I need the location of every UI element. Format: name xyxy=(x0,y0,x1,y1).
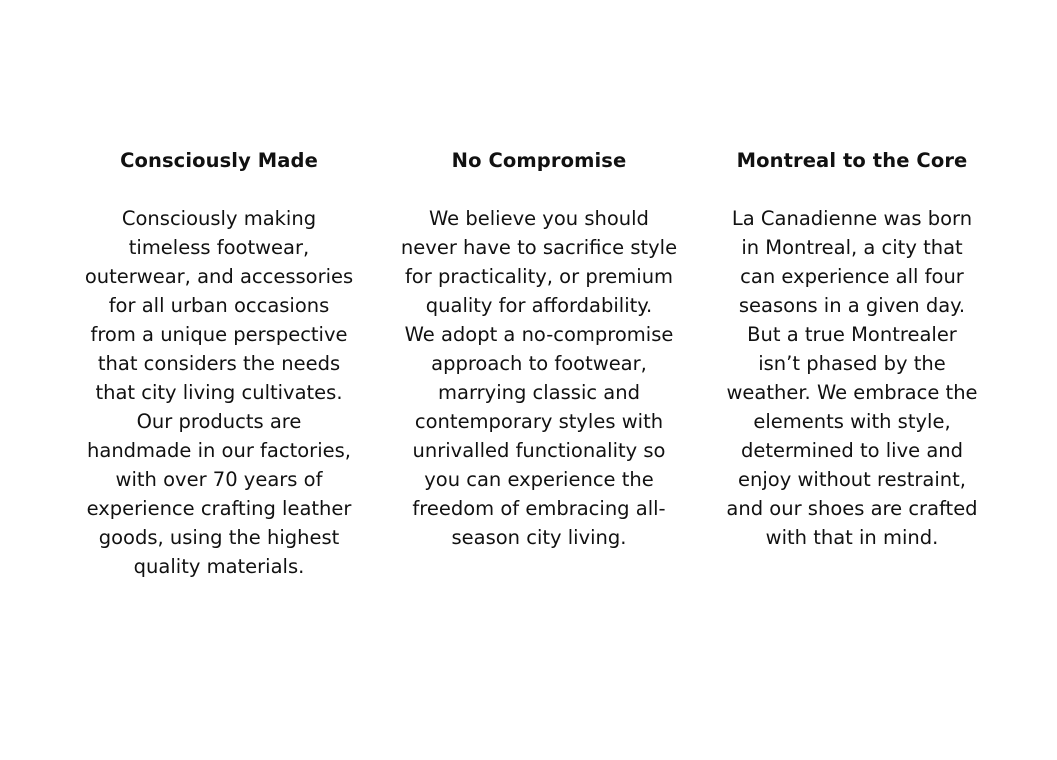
description-line: with over 70 years of xyxy=(115,468,323,491)
description-line: goods, using the highest xyxy=(98,526,340,549)
description-line: that city living cultivates. xyxy=(95,381,343,404)
value-description xyxy=(708,204,996,552)
description-line: seasons in a given day. xyxy=(738,294,966,317)
value-column-no-compromise xyxy=(385,146,693,552)
description-line: weather. We embrace the xyxy=(726,381,978,404)
description-line: in Montreal, a city that xyxy=(741,236,963,259)
description-line: We believe you should xyxy=(429,207,649,230)
description-line: handmade in our factories, xyxy=(87,439,351,462)
description-line: La Canadienne was born xyxy=(731,207,973,230)
description-line: freedom of embracing all- xyxy=(412,497,666,520)
description-line: for all urban occasions xyxy=(108,294,330,317)
description-line: quality materials. xyxy=(133,555,305,578)
description-line: isn’t phased by the xyxy=(758,352,946,375)
value-column-consciously-made xyxy=(70,146,368,581)
value-description xyxy=(70,204,368,581)
description-line: that considers the needs xyxy=(97,352,341,375)
value-title: Montreal to the Core xyxy=(736,149,968,172)
description-line: outerwear, and accessories xyxy=(84,265,354,288)
description-line: approach to footwear, xyxy=(431,352,647,375)
description-line: with that in mind. xyxy=(765,526,939,549)
description-line: But a true Montrealer xyxy=(747,323,957,346)
description-line: can experience all four xyxy=(740,265,964,288)
description-line: determined to live and xyxy=(740,439,964,462)
value-description xyxy=(385,204,693,552)
description-line: Consciously making xyxy=(121,207,317,230)
description-line: for practicality, or premium xyxy=(404,265,674,288)
description-line: marrying classic and xyxy=(438,381,640,404)
description-line: season city living. xyxy=(451,526,627,549)
description-line: and our shoes are crafted xyxy=(726,497,978,520)
value-column-montreal-to-the-core xyxy=(708,146,996,552)
value-title: Consciously Made xyxy=(120,149,318,172)
description-line: enjoy without restraint, xyxy=(738,468,966,491)
description-line: experience crafting leather xyxy=(86,497,352,520)
description-line: contemporary styles with xyxy=(414,410,664,433)
description-line: unrivalled functionality so xyxy=(412,439,666,462)
description-line: never have to sacrifice style xyxy=(400,236,678,259)
description-line: elements with style, xyxy=(753,410,951,433)
value-title: No Compromise xyxy=(451,149,627,172)
description-line: timeless footwear, xyxy=(128,236,310,259)
description-line: Our products are xyxy=(136,410,302,433)
description-line: We adopt a no-compromise xyxy=(404,323,674,346)
description-line: quality for affordability. xyxy=(425,294,653,317)
description-line: from a unique perspective xyxy=(90,323,348,346)
description-line: you can experience the xyxy=(424,468,654,491)
